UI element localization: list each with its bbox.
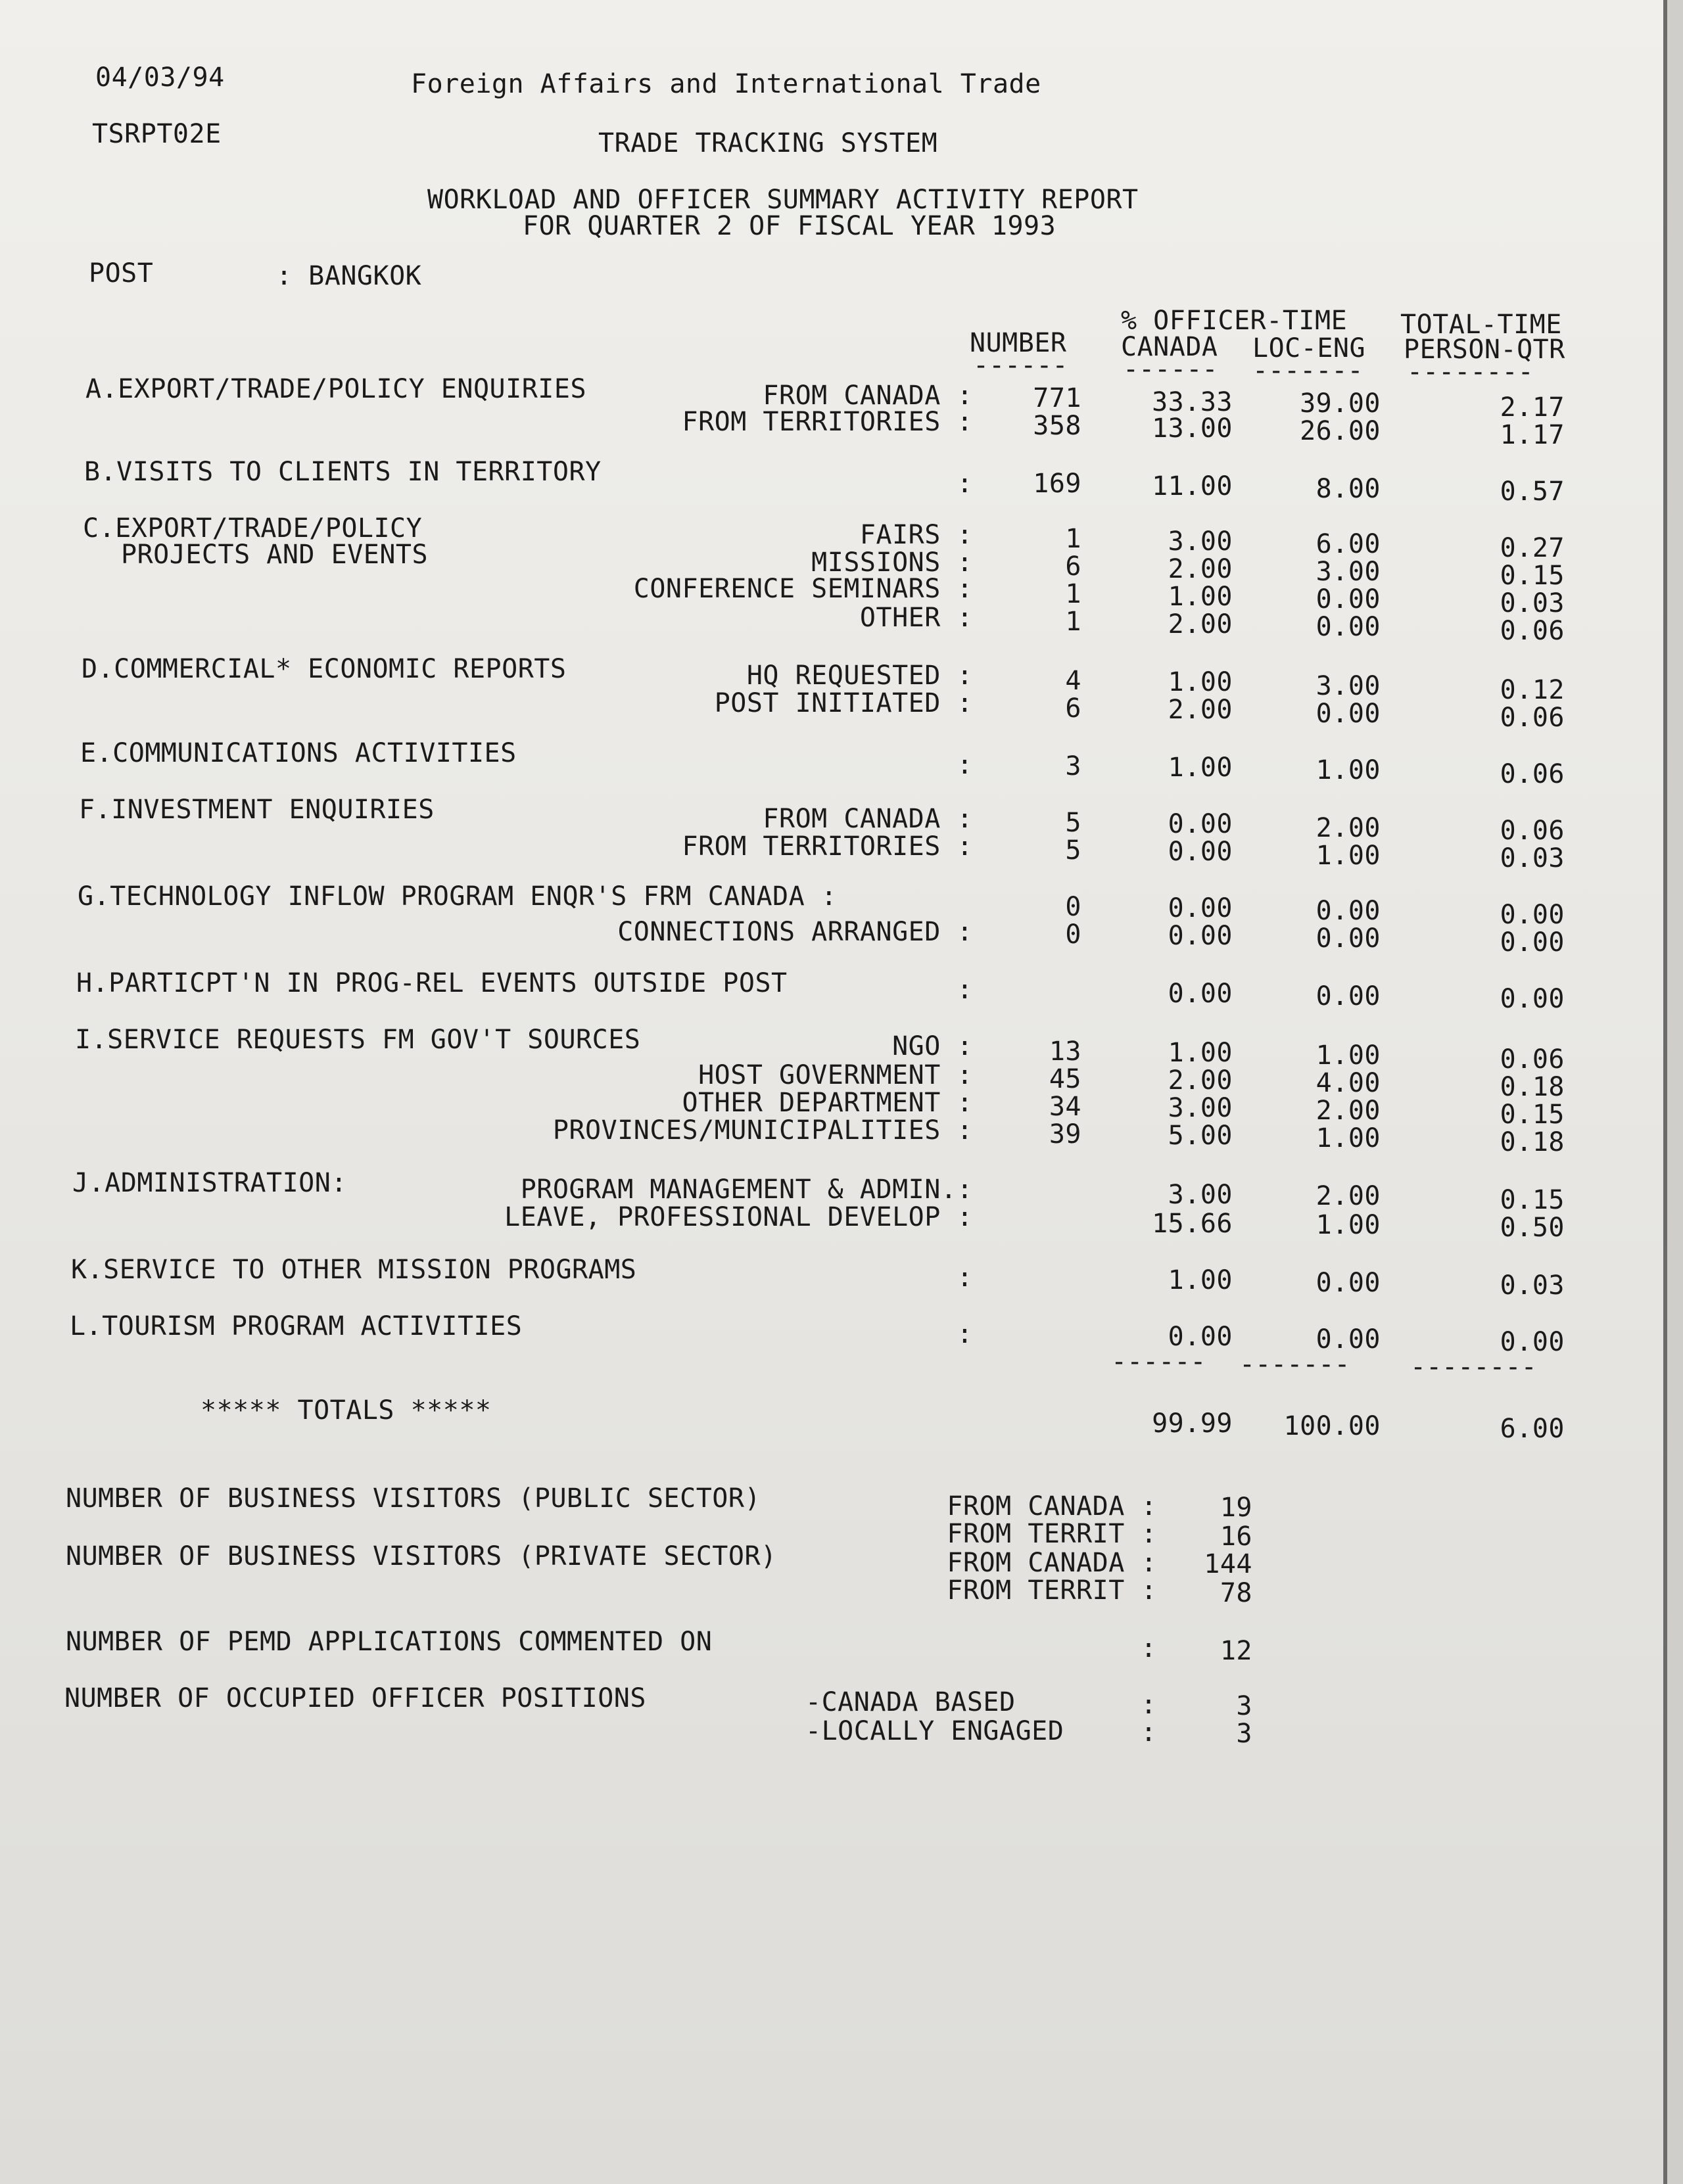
row-person-qtr: 0.06 bbox=[1500, 816, 1565, 846]
row-sublabel: : bbox=[957, 975, 973, 1005]
row-canada: 2.00 bbox=[1168, 609, 1233, 639]
row-canada: 0.00 bbox=[1168, 809, 1233, 839]
row-canada: 2.00 bbox=[1168, 695, 1233, 725]
row-number: 358 bbox=[1033, 411, 1081, 441]
row-loc-eng: 3.00 bbox=[1316, 557, 1381, 587]
row-person-qtr: 2.17 bbox=[1500, 392, 1565, 423]
row-canada: 3.00 bbox=[1168, 1180, 1233, 1210]
pemd-label: NUMBER OF PEMD APPLICATIONS COMMENTED ON bbox=[66, 1627, 713, 1657]
row-number: 6 bbox=[1065, 551, 1081, 582]
row-person-qtr: 0.03 bbox=[1500, 843, 1565, 873]
private-from-territ-label: FROM TERRIT : bbox=[947, 1575, 1157, 1606]
row-person-qtr: 0.27 bbox=[1500, 533, 1565, 563]
row-canada: 0.00 bbox=[1168, 979, 1233, 1009]
row-person-qtr: 0.15 bbox=[1500, 561, 1565, 591]
row-loc-eng: 26.00 bbox=[1300, 416, 1381, 446]
row-sublabel: OTHER : bbox=[859, 603, 973, 633]
row-canada: 0.00 bbox=[1168, 837, 1233, 867]
public-from-canada-label: FROM CANADA : bbox=[947, 1491, 1157, 1522]
row-sublabel: PROVINCES/MUNICIPALITIES : bbox=[552, 1115, 973, 1146]
row-person-qtr: 0.00 bbox=[1500, 900, 1565, 930]
canada-based-colon: : bbox=[1141, 1690, 1157, 1720]
row-canada: 3.00 bbox=[1168, 526, 1233, 557]
row-number: 6 bbox=[1065, 693, 1081, 724]
col-rule-person-qtr: -------- bbox=[1407, 357, 1534, 387]
row-sublabel: MISSIONS : bbox=[811, 547, 973, 578]
row-person-qtr: 0.50 bbox=[1500, 1213, 1565, 1243]
row-sublabel: NGO : bbox=[892, 1031, 973, 1061]
row-canada: 1.00 bbox=[1168, 753, 1233, 783]
row-canada: 5.00 bbox=[1168, 1121, 1233, 1151]
locally-engaged-colon: : bbox=[1141, 1717, 1157, 1748]
row-loc-eng: 0.00 bbox=[1316, 584, 1381, 615]
row-sublabel: LEAVE, PROFESSIONAL DEVELOP : bbox=[504, 1202, 973, 1232]
row-loc-eng: 3.00 bbox=[1316, 671, 1381, 701]
row-canada: 0.00 bbox=[1168, 893, 1233, 923]
row-label: J.ADMINISTRATION: bbox=[72, 1168, 347, 1198]
row-label: L.TOURISM PROGRAM ACTIVITIES bbox=[70, 1311, 523, 1341]
canada-based-value: 3 bbox=[1236, 1691, 1252, 1721]
row-canada: 0.00 bbox=[1168, 1322, 1233, 1352]
row-loc-eng: 0.00 bbox=[1316, 896, 1381, 926]
totals-label: ***** TOTALS ***** bbox=[201, 1395, 492, 1426]
organization-name: Foreign Affairs and International Trade bbox=[411, 69, 1041, 99]
row-person-qtr: 0.06 bbox=[1500, 703, 1565, 733]
row-number: 4 bbox=[1065, 666, 1081, 696]
row-loc-eng: 0.00 bbox=[1316, 699, 1381, 729]
row-number: 771 bbox=[1033, 383, 1081, 413]
row-loc-eng: 0.00 bbox=[1316, 923, 1381, 954]
row-number: 169 bbox=[1033, 469, 1081, 499]
col-header-person-qtr: PERSON-QTR bbox=[1404, 335, 1565, 365]
row-loc-eng: 1.00 bbox=[1316, 755, 1381, 785]
row-sublabel: : bbox=[957, 469, 973, 499]
row-label: H.PARTICPT'N IN PROG-REL EVENTS OUTSIDE POST bbox=[76, 968, 788, 998]
row-loc-eng: 39.00 bbox=[1300, 388, 1381, 419]
totals-rule-canada: ------ bbox=[1111, 1347, 1206, 1377]
row-loc-eng: 2.00 bbox=[1316, 813, 1381, 843]
row-sublabel: FAIRS : bbox=[859, 520, 973, 550]
row-label: K.SERVICE TO OTHER MISSION PROGRAMS bbox=[71, 1255, 637, 1285]
row-loc-eng: 0.00 bbox=[1316, 1324, 1381, 1355]
locally-engaged-value: 3 bbox=[1236, 1719, 1252, 1749]
row-loc-eng: 1.00 bbox=[1316, 1210, 1381, 1240]
col-header-loc-eng: LOC-ENG bbox=[1252, 333, 1366, 363]
pemd-value: 12 bbox=[1220, 1636, 1252, 1666]
row-label: F.INVESTMENT ENQUIRIES bbox=[79, 795, 435, 825]
report-date: 04/03/94 bbox=[95, 62, 225, 93]
report-title-line1: WORKLOAD AND OFFICER SUMMARY ACTIVITY REPORT bbox=[427, 185, 1139, 215]
row-sublabel: FROM CANADA : bbox=[763, 804, 973, 834]
row-number: 5 bbox=[1065, 835, 1081, 866]
row-loc-eng: 0.00 bbox=[1316, 1268, 1381, 1298]
row-canada: 2.00 bbox=[1168, 1065, 1233, 1096]
row-loc-eng: 8.00 bbox=[1316, 474, 1381, 504]
row-sublabel: : bbox=[957, 750, 973, 780]
row-label: E.COMMUNICATIONS ACTIVITIES bbox=[80, 738, 517, 768]
pemd-colon: : bbox=[1141, 1633, 1157, 1663]
row-label: I.SERVICE REQUESTS FM GOV'T SOURCES bbox=[75, 1025, 641, 1055]
row-sublabel: CONFERENCE SEMINARS : bbox=[633, 574, 973, 604]
private-from-canada-value: 144 bbox=[1204, 1549, 1252, 1579]
col-header-officer-time: % OFFICER-TIME bbox=[1121, 306, 1348, 336]
row-number: 3 bbox=[1065, 751, 1081, 781]
report-id: TSRPT02E bbox=[92, 119, 222, 149]
row-number: 0 bbox=[1065, 919, 1081, 950]
row-number: 1 bbox=[1065, 579, 1081, 609]
row-person-qtr: 1.17 bbox=[1500, 420, 1565, 450]
row-loc-eng: 0.00 bbox=[1316, 981, 1381, 1011]
row-person-qtr: 0.57 bbox=[1500, 476, 1565, 507]
post-label: POST bbox=[89, 258, 154, 289]
private-from-canada-label: FROM CANADA : bbox=[947, 1548, 1157, 1578]
row-sublabel: : bbox=[957, 1319, 973, 1349]
page-edge bbox=[1667, 0, 1683, 2184]
row-loc-eng: 4.00 bbox=[1316, 1068, 1381, 1098]
row-canada: 0.00 bbox=[1168, 921, 1233, 951]
row-person-qtr: 0.00 bbox=[1500, 984, 1565, 1014]
totals-person-qtr: 6.00 bbox=[1500, 1414, 1565, 1444]
row-number: 5 bbox=[1065, 808, 1081, 838]
row-label: B.VISITS TO CLIENTS IN TERRITORY bbox=[84, 457, 602, 487]
row-canada: 15.66 bbox=[1152, 1209, 1233, 1239]
row-label: C.EXPORT/TRADE/POLICY bbox=[83, 513, 423, 544]
row-loc-eng: 0.00 bbox=[1316, 612, 1381, 642]
row-sublabel: CONNECTIONS ARRANGED : bbox=[617, 917, 973, 947]
row-canada: 1.00 bbox=[1168, 1265, 1233, 1295]
row-label: G.TECHNOLOGY INFLOW PROGRAM ENQR'S FRM CANADA : bbox=[78, 881, 838, 912]
row-person-qtr: 0.00 bbox=[1500, 927, 1565, 958]
row-canada: 33.33 bbox=[1152, 387, 1233, 417]
row-canada: 13.00 bbox=[1152, 413, 1233, 444]
row-person-qtr: 0.15 bbox=[1500, 1100, 1565, 1130]
row-person-qtr: 0.03 bbox=[1500, 1270, 1565, 1301]
row-person-qtr: 0.18 bbox=[1500, 1072, 1565, 1102]
row-loc-eng: 1.00 bbox=[1316, 841, 1381, 871]
row-loc-eng: 1.00 bbox=[1316, 1123, 1381, 1153]
row-number: 45 bbox=[1049, 1064, 1081, 1094]
row-loc-eng: 6.00 bbox=[1316, 529, 1381, 559]
row-label: D.COMMERCIAL* ECONOMIC REPORTS bbox=[82, 654, 567, 684]
private-from-territ-value: 78 bbox=[1220, 1578, 1252, 1608]
col-header-canada: CANADA bbox=[1121, 332, 1218, 362]
row-sublabel: HQ REQUESTED : bbox=[746, 661, 973, 691]
row-person-qtr: 0.06 bbox=[1500, 616, 1565, 646]
row-canada: 1.00 bbox=[1168, 1038, 1233, 1068]
row-number: 13 bbox=[1049, 1036, 1081, 1067]
locally-engaged-label: -LOCALLY ENGAGED bbox=[805, 1716, 1064, 1746]
row-canada: 1.00 bbox=[1168, 582, 1233, 612]
row-canada: 3.00 bbox=[1168, 1093, 1233, 1123]
row-sublabel: : bbox=[957, 1263, 973, 1293]
row-person-qtr: 0.06 bbox=[1500, 759, 1565, 789]
row-loc-eng: 2.00 bbox=[1316, 1181, 1381, 1211]
row-canada: 2.00 bbox=[1168, 554, 1233, 584]
public-from-territ-label: FROM TERRIT : bbox=[947, 1519, 1157, 1549]
row-canada: 1.00 bbox=[1168, 667, 1233, 697]
row-sublabel: OTHER DEPARTMENT : bbox=[682, 1088, 973, 1118]
row-loc-eng: 2.00 bbox=[1316, 1096, 1381, 1126]
public-from-territ-value: 16 bbox=[1220, 1522, 1252, 1552]
system-name: TRADE TRACKING SYSTEM bbox=[598, 128, 938, 158]
totals-rule-loc-eng: ------- bbox=[1239, 1349, 1350, 1380]
canada-based-label: -CANADA BASED bbox=[805, 1687, 1016, 1717]
post-value: : BANGKOK bbox=[276, 261, 422, 291]
row-sublabel: POST INITIATED : bbox=[714, 688, 973, 718]
row-sublabel: FROM TERRITORIES : bbox=[682, 831, 973, 862]
row-number: 39 bbox=[1049, 1119, 1081, 1150]
totals-canada: 99.99 bbox=[1152, 1408, 1233, 1439]
col-rule-number: ------ bbox=[973, 350, 1068, 381]
totals-loc-eng: 100.00 bbox=[1283, 1411, 1381, 1441]
col-rule-canada: ------ bbox=[1123, 354, 1218, 384]
totals-rule-person-qtr: -------- bbox=[1410, 1352, 1537, 1382]
row-sublabel: FROM TERRITORIES : bbox=[682, 407, 973, 437]
row-person-qtr: 0.18 bbox=[1500, 1127, 1565, 1157]
row-sublabel: HOST GOVERNMENT : bbox=[698, 1060, 973, 1090]
row-loc-eng: 1.00 bbox=[1316, 1040, 1381, 1071]
row-number: 1 bbox=[1065, 524, 1081, 554]
row-number: 0 bbox=[1065, 892, 1081, 922]
officer-positions-label: NUMBER OF OCCUPIED OFFICER POSITIONS bbox=[64, 1683, 646, 1713]
row-sublabel: PROGRAM MANAGEMENT & ADMIN.: bbox=[520, 1174, 973, 1205]
row-label: A.EXPORT/TRADE/POLICY ENQUIRIES bbox=[85, 374, 587, 404]
public-visitors-label: NUMBER OF BUSINESS VISITORS (PUBLIC SECTOR) bbox=[66, 1483, 761, 1514]
col-rule-loc-eng: ------- bbox=[1252, 356, 1363, 386]
private-visitors-label: NUMBER OF BUSINESS VISITORS (PRIVATE SECTOR) bbox=[66, 1541, 777, 1571]
row-person-qtr: 0.12 bbox=[1500, 675, 1565, 705]
col-header-number: NUMBER bbox=[970, 328, 1067, 358]
report-title-line2: FOR QUARTER 2 OF FISCAL YEAR 1993 bbox=[523, 211, 1056, 241]
row-person-qtr: 0.00 bbox=[1500, 1327, 1565, 1357]
row-canada: 11.00 bbox=[1152, 471, 1233, 501]
row-person-qtr: 0.06 bbox=[1500, 1044, 1565, 1075]
row-person-qtr: 0.03 bbox=[1500, 588, 1565, 618]
row-sublabel: FROM CANADA : bbox=[763, 381, 973, 411]
row-label: PROJECTS AND EVENTS bbox=[121, 540, 429, 570]
row-person-qtr: 0.15 bbox=[1500, 1185, 1565, 1215]
col-header-total-time: TOTAL-TIME bbox=[1400, 310, 1562, 340]
row-number: 1 bbox=[1065, 607, 1081, 637]
row-number: 34 bbox=[1049, 1092, 1081, 1122]
public-from-canada-value: 19 bbox=[1220, 1493, 1252, 1523]
